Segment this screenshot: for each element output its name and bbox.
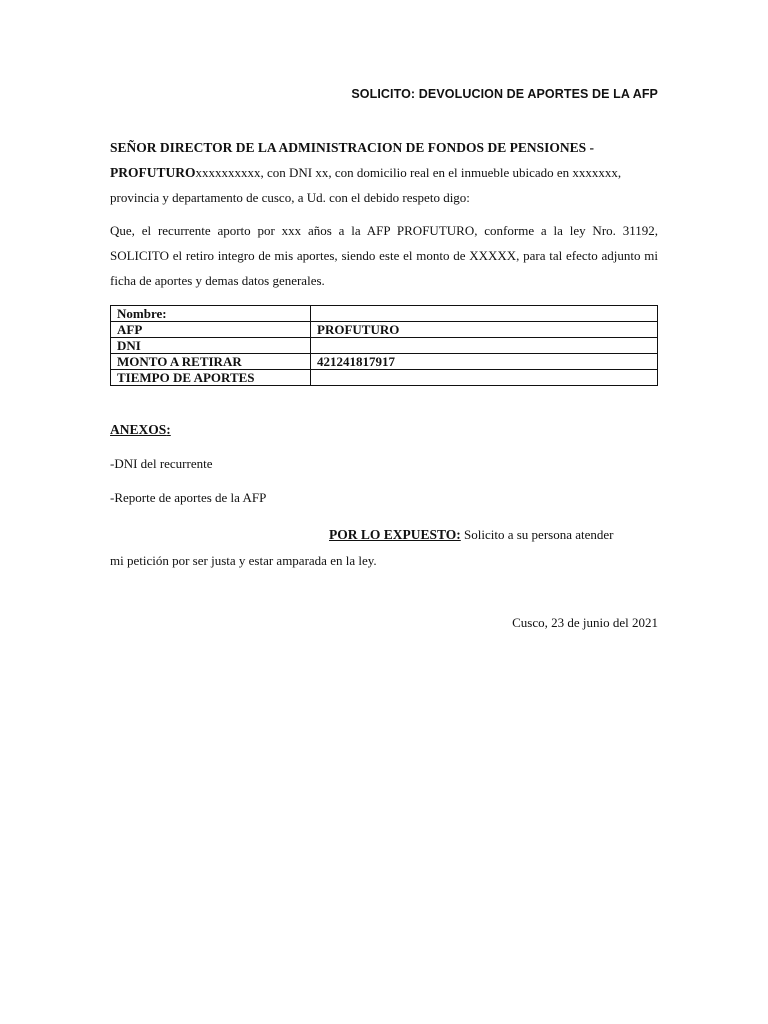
addressee: SEÑOR DIRECTOR DE LA ADMINISTRACION DE FONDOS DE PENSIONES - PROFUTURO: [110, 140, 594, 180]
date-line: Cusco, 23 de junio del 2021: [512, 615, 658, 630]
row-label: MONTO A RETIRAR: [111, 354, 311, 370]
row-value: [311, 370, 658, 386]
anexos-heading: [110, 422, 171, 438]
closing-lead: POR LO EXPUESTO:: [329, 527, 461, 542]
row-value: 421241817917: [311, 354, 658, 370]
table-row: [111, 354, 658, 370]
row-label: TIEMPO DE APORTES: [111, 370, 311, 386]
intro-paragraph: [110, 135, 658, 210]
info-table: [110, 305, 658, 386]
closing-paragraph: [110, 522, 658, 574]
document-subject: SOLICITO: DEVOLUCION DE APORTES DE LA AFP: [351, 87, 658, 101]
closing-line-1: [110, 522, 658, 548]
anexos-colon: :: [166, 422, 171, 437]
anexo-item: -Reporte de aportes de la AFP: [110, 490, 267, 505]
row-value: PROFUTURO: [311, 322, 658, 338]
table-row: [111, 306, 658, 322]
request-paragraph: Que, el recurrente aporto por xxx años a la AFP PROFUTURO, conforme a la ley Nro. 31192, SOLICITO el retiro integro de mis aportes, siendo este el monto de XXXXX, para tal efecto adjunto mi ficha de aportes y demas datos generales.: [110, 223, 658, 288]
row-label: AFP: [111, 322, 311, 338]
table-row: [111, 322, 658, 338]
placeholder-name: xxxxxxxxxx: [195, 165, 261, 180]
intro-rest: , con DNI xx, con domicilio real en el inmueble ubicado en xxxxxxx, provincia y departamento de cusco, a Ud. con el debido respeto digo:: [110, 165, 622, 205]
row-label: Nombre:: [111, 306, 311, 322]
anexos-title: ANEXOS: [110, 422, 167, 437]
closing-line-2: mi petición por ser justa y estar amparada en la ley.: [110, 553, 377, 568]
anexo-item: -DNI del recurrente: [110, 456, 213, 471]
table-row: [111, 370, 658, 386]
row-value: [311, 338, 658, 354]
row-value: [311, 306, 658, 322]
row-label: DNI: [111, 338, 311, 354]
table-row: [111, 338, 658, 354]
closing-line1-rest: Solicito a su persona atender: [460, 527, 614, 542]
